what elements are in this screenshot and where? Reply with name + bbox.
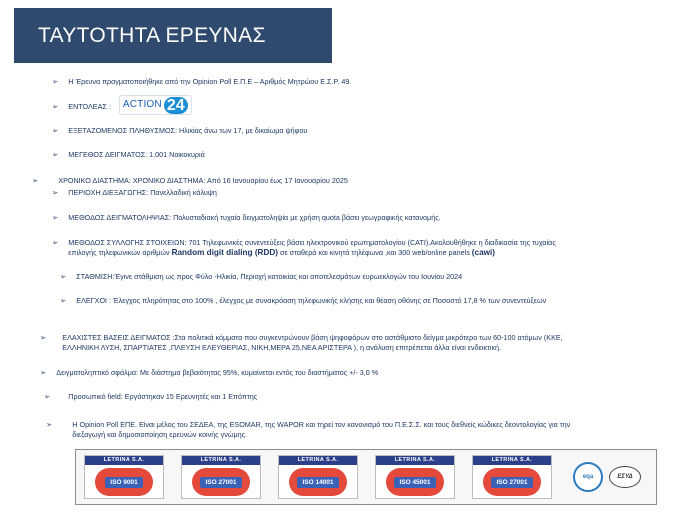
list-item-sample-size	[52, 150, 205, 160]
certificate-standard: ISO 27001	[491, 477, 532, 488]
membership-line-1: Η Opinion Poll ΕΠΕ. Είναι μέλος του ΣΕΔΕΑ, της ESOMAR, της WAPOR και τηρεί τον κανονισμό του Π.Ε.Σ.Σ. και τους διεθνείς κώδικες δεοντολογίας για την	[72, 420, 571, 429]
certificate-seal-icon	[192, 468, 250, 496]
eqa-logo-icon	[573, 462, 603, 492]
certificate-brand: LETRINA S.A.	[279, 456, 357, 465]
rdd-text: Random digit dialing (RDD)	[171, 247, 279, 257]
action24-logo-number: 24	[164, 97, 188, 114]
certificate-standard: ISO 14001	[297, 477, 338, 488]
client-label: ΕΝΤΟΛΕΑΣ :	[68, 102, 111, 111]
certificate-seal-icon	[483, 468, 541, 496]
certificate-seal-icon	[289, 468, 347, 496]
collection-method-line-2a: επιλογής τηλεφωνικών αριθμών	[68, 247, 172, 257]
sample-size-text: ΜΕΓΕΘΟΣ ΔΕΙΓΜΑΤΟΣ: 1.001 Νοικοκυριά	[68, 150, 205, 159]
weighting-text: ΣΤΑΘΜΙΣΗ:Έγινε στάθμιση ως προς Φύλο -Ηλικία, Περιοχή κατοικίας και αποτελεσμάτων ευρωεκλογών του Ιουνίου 2024	[76, 272, 463, 281]
bullet-icon: ➢	[60, 272, 67, 281]
list-item-membership	[46, 420, 570, 439]
execution-text: Η Έρευνα πραγματοποιήθηκε από την Opinion Poll Ε.Π.Ε – Αριθμός Μητρώου Ε.Σ.Ρ. 49.	[68, 77, 352, 86]
page-title: ΤΑΥΤΟΤΗΤΑ ΕΡΕΥΝΑΣ	[38, 23, 266, 47]
bullet-icon: ➢	[46, 420, 53, 429]
area-text: ΠΕΡΙΟΧΗ ΔΙΕΞΑΓΩΓΗΣ: Πανελλαδική κάλυψη	[68, 188, 217, 197]
certificate-iso-27001-b	[472, 455, 552, 499]
certificate-standard: ISO 27001	[200, 477, 241, 488]
list-item-population	[52, 126, 307, 136]
list-item-time-period	[32, 176, 348, 186]
certificate-iso-27001	[181, 455, 261, 499]
certificate-brand: LETRINA S.A.	[182, 456, 260, 465]
bullet-icon: ➢	[40, 333, 47, 342]
personnel-text: Προσωπικό field: Εργάστηκαν 15 Ερευνητές και 1 Επόπτης	[68, 392, 258, 401]
checks-text: ΕΛΕΓΧΟΙ : Έλεγχος πληρότητας στο 100% , έλεγχος με συνακρόαση τηλεφωνικής κλήσης και θέαση οθόνης σε Ποσοστό 17,8 % των συνεντεύξεων	[76, 296, 547, 305]
population-text: ΕΞΕΤΑΖΟΜΕΝΟΣ ΠΛΗΘΥΣΜΟΣ: Ηλικίας άνω των 17, με δικαίωμα ψήφου	[68, 126, 308, 135]
bullet-icon: ➢	[40, 368, 47, 377]
min-bases-line-2: ΕΛΛΗΝΙΚΗ ΛΥΣΗ, ΣΠΑΡΤΙΑΤΕΣ ,ΠΛΕΥΣΗ ΕΛΕΥΘΕΡΙΑΣ, ΝΙΚΗ,ΜΕΡΑ 25,ΝΕΑ ΑΡΙΣΤΕΡΑ ), η ανάλυση επιτρέπεται άλλα είναι ενδεικτική.	[62, 342, 502, 352]
membership-line-2: διεξαγωγή και δημοσιοποίηση ερευνών κοινής γνώμης.	[72, 429, 248, 439]
certificate-brand: LETRINA S.A.	[85, 456, 163, 465]
bullet-icon: ➢	[60, 296, 67, 305]
bullet-icon: ➢	[52, 238, 59, 247]
list-item-area	[52, 188, 217, 198]
bullet-icon: ➢	[52, 150, 59, 159]
action24-logo-word: ACTION	[122, 99, 162, 111]
title-banner	[14, 8, 332, 63]
certificates-strip	[75, 449, 657, 505]
list-item-collection-method	[52, 238, 556, 257]
certificate-brand: LETRINA S.A.	[473, 456, 551, 465]
bullet-icon: ➢	[52, 213, 59, 222]
esyd-logo-text: ΕΣΥΔ	[617, 474, 633, 480]
certificate-seal-icon	[386, 468, 444, 496]
list-item-weighting	[60, 272, 462, 282]
collection-method-line-1: ΜΕΘΟΔΟΣ ΣΥΛΛΟΓΗΣ ΣΤΟΙΧΕΙΩΝ: 701 Τηλεφωνικές συνεντεύξεις βάσει ηλεκτρονικού ερωτηματολογίου (CATI).Ακολουθήθηκε η διαδικασία της τυχαίας	[68, 238, 556, 247]
action24-logo	[119, 95, 192, 115]
list-item-sampling-error	[40, 368, 378, 378]
certificate-standard: ISO 45001	[394, 477, 435, 488]
list-item-checks	[60, 296, 546, 306]
bullet-icon: ➢	[52, 102, 59, 111]
bullet-icon: ➢	[52, 126, 59, 135]
bullet-icon: ➢	[44, 392, 51, 401]
certificate-brand: LETRINA S.A.	[376, 456, 454, 465]
bullet-icon: ➢	[52, 77, 59, 86]
list-item-min-bases	[40, 333, 563, 352]
certificate-iso-45001	[375, 455, 455, 499]
time-period-text: ΧΡΟΝΙΚΟ ΔΙΑΣΤΗΜΑ: ΧΡΟΝΙΚΟ ΔΙΑΣΤΗΜΑ: Από 16 Ιανουαρίου έως 17 Ιανουαρίου 2025	[58, 176, 348, 185]
eqa-logo-text: eqa	[582, 474, 594, 480]
list-item-sampling-method	[52, 213, 441, 223]
accreditation-marks	[573, 462, 641, 492]
cawi-text: (cawi)	[471, 247, 496, 257]
certificate-seal-icon	[95, 468, 153, 496]
certificate-iso-9001	[84, 455, 164, 499]
bullet-icon: ➢	[52, 188, 59, 197]
esyd-logo-icon	[609, 466, 641, 488]
collection-method-line-2	[68, 248, 556, 258]
bullet-icon: ➢	[32, 176, 39, 185]
list-item-client	[52, 96, 192, 115]
certificate-iso-14001	[278, 455, 358, 499]
certificate-standard: ISO 9001	[105, 477, 142, 488]
min-bases-line-1: ΕΛΑΧΙΣΤΕΣ ΒΑΣΕΙΣ ΔΕΙΓΜΑΤΟΣ :Στα πολιτικά κόμματα που συγκεντρώνουν βάση ψηφοφόρων στο αστάθμιστο δείγμα μικρότερο των 60-100 ατόμων (ΚΚΕ,	[62, 333, 563, 342]
list-item-personnel	[44, 392, 257, 402]
collection-method-line-2c: σε σταθερά και κινητά τηλέφωνα ,και 300 web/online panels	[278, 247, 472, 257]
list-item-execution	[52, 77, 351, 87]
sampling-error-text: Δειγματοληπτικό σφάλμα: Με διάστημα βεβαιότητας 95%, κυμαίνεται εντός του διαστήματος +/- 3,0 %	[56, 368, 379, 377]
sampling-method-text: ΜΕΘΟΔΟΣ ΔΕΙΓΜΑΤΟΛΗΨΙΑΣ: Πολυσταδιακή τυχαία δειγματοληψία με χρήση quota βάσει γεωγραφικής κατανομής.	[68, 213, 441, 222]
